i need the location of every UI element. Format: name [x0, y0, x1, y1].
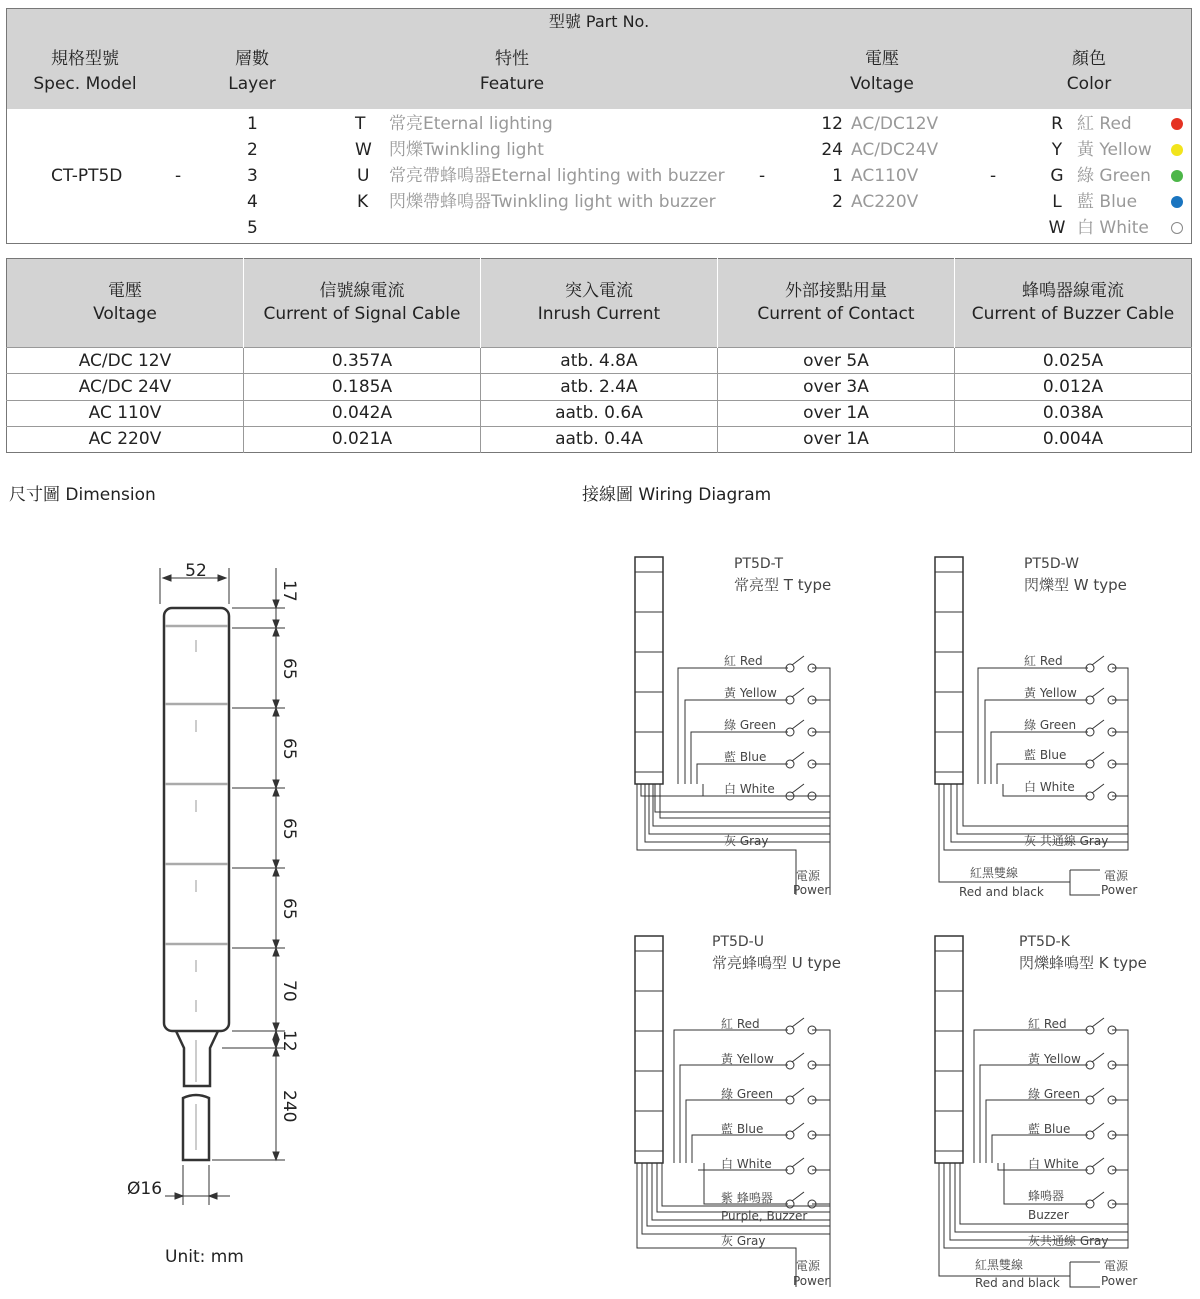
wire-label: 紅 Red — [1024, 654, 1063, 668]
header-layer: 層數 Layer — [228, 49, 276, 94]
dim-label: 240 — [279, 1090, 299, 1123]
power-label: Power — [793, 883, 830, 897]
buzzer-label: 紫 蜂鳴器 — [721, 1191, 773, 1205]
layer-option: 5 — [247, 218, 258, 238]
color-code: L — [1052, 192, 1062, 212]
common-gray-label: 灰 共通線 Gray — [1024, 834, 1109, 848]
feature-code: K — [357, 192, 369, 212]
power-label: 電源 — [796, 869, 821, 883]
table-cell: 0.357A — [243, 348, 480, 374]
dim-label: 70 — [279, 980, 299, 1002]
table-cell: atb. 4.8A — [480, 348, 717, 374]
red-black-label: 紅黑雙線 — [970, 866, 1019, 880]
wire-label: 白 White — [721, 1157, 772, 1171]
dimension-drawing — [0, 540, 400, 1280]
header-voltage: 電壓 Voltage — [850, 49, 914, 94]
table-cell: 0.038A — [954, 400, 1191, 426]
white-dot-icon — [1171, 222, 1183, 234]
buzzer-label: Purple, Buzzer — [721, 1209, 808, 1223]
color-label: 綠 Green — [1077, 166, 1151, 186]
table-cell: 0.042A — [243, 400, 480, 426]
voltage-label: AC220V — [851, 192, 919, 212]
width-label: 52 — [185, 561, 207, 581]
unit-label: Unit: mm — [165, 1247, 244, 1267]
color-code: W — [1048, 218, 1066, 238]
wire-label: 藍 Blue — [1028, 1122, 1071, 1136]
red-black-label: 紅黑雙線 — [975, 1258, 1024, 1272]
power-label: Power — [793, 1274, 830, 1288]
feature-code: U — [357, 166, 370, 186]
spec-header: 蜂鳴器線電流 Current of Buzzer Cable — [954, 259, 1191, 348]
wire-label: 黃 Yellow — [1024, 686, 1077, 700]
voltage-label: AC/DC12V — [851, 114, 939, 134]
dim-label: 65 — [279, 898, 299, 920]
k-name: PT5D-K — [1019, 934, 1070, 950]
gray-label: 灰 Gray — [724, 834, 769, 848]
feature-desc: 常亮Eternal lighting — [389, 114, 553, 134]
table-cell: 0.185A — [243, 374, 480, 400]
power-label: 電源 — [1104, 1259, 1129, 1273]
table-cell: AC 110V — [7, 400, 244, 426]
table-cell: over 5A — [717, 348, 954, 374]
wire-label: 綠 Green — [724, 718, 777, 732]
table-cell: AC 220V — [7, 426, 244, 452]
voltage-code: 12 — [821, 114, 843, 134]
power-label: Power — [1101, 883, 1138, 897]
power-label: 電源 — [796, 1259, 821, 1273]
dim-label: 17 — [279, 580, 299, 602]
wiring-title: 接線圖 Wiring Diagram — [582, 485, 772, 505]
buzzer-label: Buzzer — [1028, 1208, 1069, 1222]
t-type: 常亮型 T type — [734, 576, 832, 594]
layer-option: 3 — [247, 166, 258, 186]
header-feature: 特性 Feature — [479, 49, 545, 94]
power-label: Power — [1101, 1274, 1138, 1288]
wire-label: 黃 Yellow — [721, 1052, 774, 1066]
voltage-code: 1 — [832, 166, 843, 186]
table-cell: over 1A — [717, 426, 954, 452]
feature-code: W — [355, 140, 372, 160]
gray-label: 灰 Gray — [721, 1234, 766, 1248]
wire-label: 綠 Green — [1028, 1087, 1081, 1101]
yellow-dot-icon — [1171, 144, 1183, 156]
table-cell: aatb. 0.6A — [480, 400, 717, 426]
spec-table — [6, 258, 1192, 453]
table-cell: AC/DC 12V — [7, 348, 244, 374]
spec-header: 信號線電流 Current of Signal Cable — [243, 259, 480, 348]
table-cell: AC/DC 24V — [7, 374, 244, 400]
dim-label: 65 — [279, 738, 299, 760]
wire-label: 紅 Red — [724, 654, 763, 668]
header-spec-model: 規格型號 Spec. Model — [33, 49, 137, 94]
spec-header: 電壓 Voltage — [7, 259, 244, 348]
separator: - — [175, 166, 182, 186]
power-label: 電源 — [1104, 869, 1129, 883]
wire-label: 紅 Red — [1028, 1017, 1067, 1031]
color-code: R — [1051, 114, 1063, 134]
color-label: 白 White — [1077, 218, 1149, 238]
separator: - — [759, 166, 766, 186]
table-cell: atb. 2.4A — [480, 374, 717, 400]
feature-desc: 閃爍Twinkling light — [389, 140, 544, 160]
feature-desc: 閃爍帶蜂鳴器Twinkling light with buzzer — [389, 192, 716, 212]
color-code: G — [1050, 166, 1064, 186]
red-black-label: Red and black — [975, 1276, 1060, 1290]
voltage-code: 2 — [832, 192, 843, 212]
dim-label: 65 — [279, 818, 299, 840]
voltage-label: AC/DC24V — [851, 140, 939, 160]
wire-label: 藍 Blue — [721, 1122, 764, 1136]
common-gray-label: 灰共通線 Gray — [1028, 1234, 1109, 1248]
table-cell: over 1A — [717, 400, 954, 426]
color-label: 黃 Yellow — [1077, 140, 1152, 160]
spec-header: 外部接點用量 Current of Contact — [717, 259, 954, 348]
green-dot-icon — [1171, 170, 1183, 182]
color-label: 紅 Red — [1077, 114, 1132, 134]
spec-header-row — [7, 259, 1192, 348]
feature-desc: 常亮帶蜂鳴器Eternal lighting with buzzer — [389, 166, 725, 186]
part-number-table — [6, 8, 1192, 244]
t-name: PT5D-T — [734, 556, 783, 572]
wire-label: 黃 Yellow — [1028, 1052, 1081, 1066]
k-type: 閃爍蜂鳴型 K type — [1019, 954, 1147, 972]
table-cell: 0.004A — [954, 426, 1191, 452]
blue-dot-icon — [1171, 196, 1183, 208]
dimension-title: 尺寸圖 Dimension — [9, 485, 156, 505]
table-row — [7, 374, 1192, 400]
table-cell: over 3A — [717, 374, 954, 400]
wire-label: 黃 Yellow — [724, 686, 777, 700]
table-cell: aatb. 0.4A — [480, 426, 717, 452]
table-row — [7, 426, 1192, 452]
part-number-caption: 型號 Part No. — [7, 9, 1191, 36]
diameter-label: Ø16 — [127, 1179, 163, 1199]
voltage-label: AC110V — [851, 166, 919, 186]
red-black-label: Red and black — [959, 885, 1044, 899]
feature-code: T — [355, 114, 366, 134]
color-label: 藍 Blue — [1077, 192, 1138, 212]
w-type: 閃爍型 W type — [1024, 576, 1127, 594]
wire-label: 藍 Blue — [724, 750, 767, 764]
dim-label: 12 — [279, 1030, 299, 1052]
red-dot-icon — [1171, 118, 1183, 130]
header-color: 顏色 Color — [1066, 49, 1112, 94]
table-row — [7, 400, 1192, 426]
wire-label: 藍 Blue — [1024, 748, 1067, 762]
model-code: CT-PT5D — [51, 166, 123, 186]
wire-label: 紅 Red — [721, 1017, 760, 1031]
buzzer-label: 蜂鳴器 — [1028, 1189, 1065, 1203]
table-cell: 0.025A — [954, 348, 1191, 374]
wire-label: 白 White — [1028, 1157, 1079, 1171]
layer-option: 1 — [247, 114, 258, 134]
layer-option: 4 — [247, 192, 258, 212]
layer-option: 2 — [247, 140, 258, 160]
part-number-header — [7, 35, 1191, 109]
wire-label: 白 White — [724, 782, 775, 796]
w-name: PT5D-W — [1024, 556, 1080, 572]
separator: - — [990, 166, 997, 186]
u-type: 常亮蜂鳴型 U type — [712, 954, 842, 972]
table-row — [7, 348, 1192, 374]
wire-label: 綠 Green — [1024, 718, 1077, 732]
wire-label: 綠 Green — [721, 1087, 774, 1101]
dim-label: 65 — [279, 658, 299, 680]
spec-header: 突入電流 Inrush Current — [480, 259, 717, 348]
color-code: Y — [1051, 140, 1063, 160]
wiring-diagrams — [600, 540, 1160, 1295]
voltage-code: 24 — [821, 140, 843, 160]
table-cell: 0.021A — [243, 426, 480, 452]
wire-label: 白 White — [1024, 780, 1075, 794]
u-name: PT5D-U — [712, 934, 764, 950]
table-cell: 0.012A — [954, 374, 1191, 400]
